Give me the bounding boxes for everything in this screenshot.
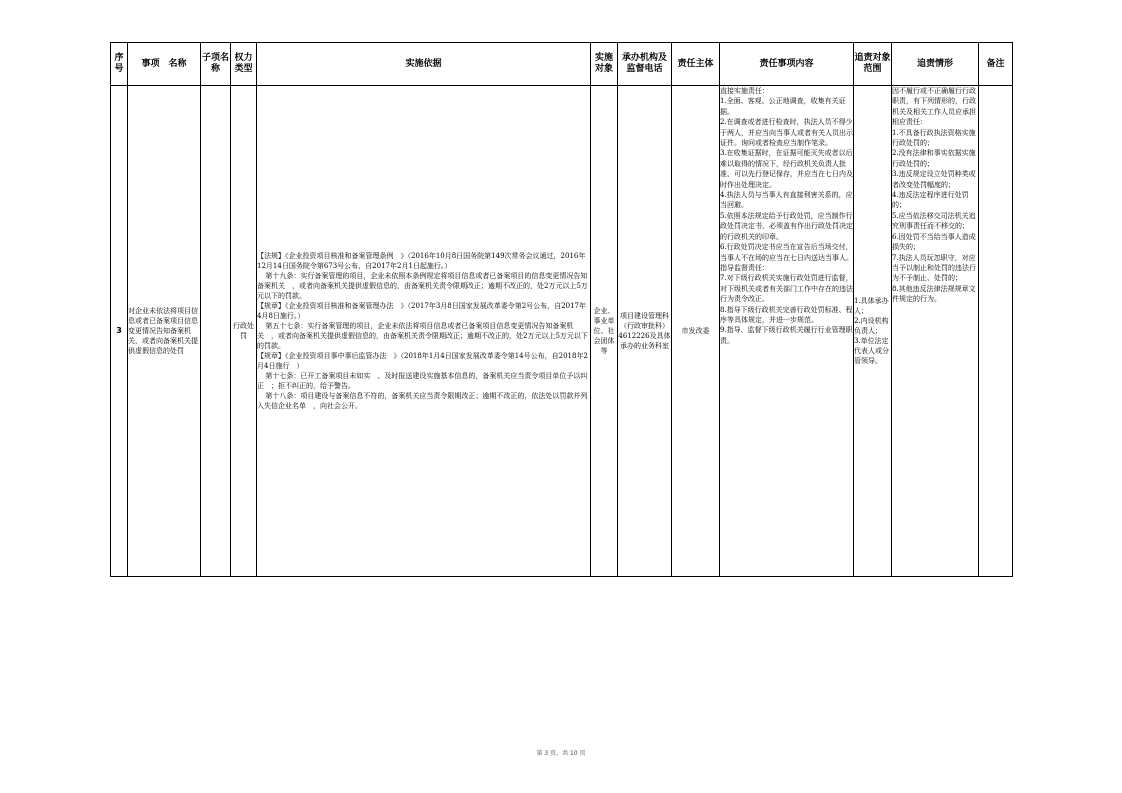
row-scope [854, 86, 892, 577]
header-target: 实施对象 [591, 43, 618, 86]
header-item-name: 事项 名称 [128, 43, 201, 86]
basis-article-19: 第十九条：实行备案管理的项目，企业未依照本条例规定将项目信息或者已备案项目的信息变更情况告知备案机关 ，或者向备案机关提供虚假信息的，由备案机关责令限期改正；逾期不改正的，处2万元以上5万元以下的罚款。 [257, 272, 588, 300]
content-item-2: 2.在调查或者进行检查时，执法人员不得少于两人，并应当向当事人或者有关人员出示证件。询问或者检查应当制作笔录。 [720, 118, 853, 148]
row-remark [979, 86, 1013, 577]
content-direct-heading: 直接实施责任： [720, 87, 769, 95]
table-row [111, 86, 1013, 577]
header-seq: 序号 [111, 43, 128, 86]
content-item-7: 7.对下级行政机关实施行政处罚进行监督，对下级机关或者有关部门工作中存在的违法行为责令改正。 [720, 274, 853, 304]
power-list-table [110, 42, 1013, 577]
header-scope: 追责对象范围 [854, 43, 892, 86]
content-item-4: 4.执法人员与当事人有直接利害关系的，应当回避。 [720, 191, 853, 210]
content-item-5: 5.依照本法规定给予行政处罚，应当制作行政处罚决定书，必须盖有作出行政处罚决定的行政机关的印章。 [720, 211, 853, 241]
situation-item-5: 5.应当依法移交司法机关追究刑事责任而不移交的； [892, 211, 976, 231]
row-basis [257, 86, 591, 577]
scope-item-3: 3.单位法定代表人或分管领导。 [854, 337, 889, 365]
page-footer: 第 3 页，共 10 页 [536, 750, 586, 757]
header-power-type: 权力类型 [231, 43, 257, 86]
header-basis: 实施依据 [257, 43, 591, 86]
situation-item-7: 7.执法人员玩忽职守，对应当予以制止和处罚的违法行为不予制止、处罚的； [892, 253, 976, 283]
scope-item-2: 2.内设机构负责人； [854, 317, 889, 335]
content-item-1: 1.全面、客观、公正地调查，收集有关证据。 [720, 97, 846, 116]
situation-item-8: 8.其他违反法律法规规章文件规定的行为。 [892, 284, 976, 304]
situation-item-4: 4.违反法定程序进行处罚的； [892, 191, 969, 210]
header-situation: 追责情形 [892, 43, 979, 86]
row-content [720, 86, 854, 577]
basis-article-57: 第五十七条：实行备案管理的项目，企业未依法将项目信息或者已备案项目信息变更情况告知备案机关 ，或者向备案机关提供虚假信息的，由备案机关责令限期改正；逾期不改正的，处2万元以上5万元以下的罚款。 [257, 322, 588, 350]
basis-regulation-title: 【法规】《企业投资项目核准和备案管理条例 》（2016年10月8日国务院第149次常务会议通过，2016年12月14日国务院令第673号公布，自2017年2月1日起施行。） [257, 252, 586, 270]
row-item-name: 对企业未依法将项目信息或者已备案项目信息变更情况告知备案机关，或者向备案机关提供虚假信息的处罚 [128, 86, 201, 577]
situation-item-3: 3.违反规定设立处罚种类或者改变处罚幅度的； [892, 170, 976, 189]
situation-intro: 因不履行或不正确履行行政职责，有下列情形的，行政机关及相关工作人员应承担相应责任： [892, 87, 976, 127]
header-remark: 备注 [979, 43, 1013, 86]
row-situation [892, 86, 979, 577]
content-item-8: 8.指导下级行政机关完善行政处罚标准、程序等具体规定，并进一步规范。 [720, 305, 853, 324]
header-subject: 责任主体 [672, 43, 720, 86]
row-power-type: 行政处罚 [231, 86, 257, 577]
situation-item-6: 6.因处罚不当给当事人造成损失的； [892, 232, 976, 252]
header-sub-item: 子项名称 [201, 43, 231, 86]
content-item-9: 9.指导、监督下级行政机关履行行业管理职责。 [720, 326, 853, 345]
basis-rule-title-1: 【规章】《企业投资项目核准和备案管理办法 》（2017年3月8日国家发展改革委令第2号公布，自2017年4月8日施行。） [257, 302, 586, 320]
basis-rule-title-2: 【规章】《企业投资项目事中事后监管办法 》（2018年1月4日国家发展改革委令第14号公布，自2018年2月4日施行 ） [257, 352, 588, 370]
header-content: 责任事项内容 [720, 43, 854, 86]
content-item-3: 3.在收集证据时，在证据可能灭失或者以后难以取得的情况下，经行政机关负责人批准，可以先行登记保存，并应当在七日内及时作出处理决定。 [720, 149, 853, 189]
basis-article-18: 第十八条：项目建设与备案信息不符的，备案机关应当责令限期改正；逾期不改正的，依法处以罚款并列入失信企业名单 ，向社会公开。 [257, 392, 588, 410]
header-row [111, 43, 1013, 86]
row-subject: 市发改委 [672, 86, 720, 577]
header-agency: 承办机构及监督电话 [618, 43, 672, 86]
row-seq: 3 [111, 86, 128, 577]
basis-article-17: 第十七条：已开工备案项目未如实 、及时报送建设实施基本信息的，备案机关应当责令项目单位予以纠正 ；拒不纠正的，给予警告。 [257, 372, 588, 390]
situation-item-2: 2.没有法律和事实依据实施行政处罚的； [892, 149, 976, 168]
content-item-6: 6.行政处罚决定书应当在宣告后当场交付，当事人不在场的应当在七日内送达当事人。 [720, 243, 853, 262]
situation-item-1: 1.不具备行政执法资格实施行政处罚的； [892, 128, 976, 148]
content-supervision-heading: 指导监督责任： [720, 263, 769, 272]
row-agency: 项目建设管理科（行政审批科）4612226及具体承办的业务科室 [618, 86, 672, 577]
row-sub-item [201, 86, 231, 577]
row-target: 企业、事业单位、社会团体等 [591, 86, 618, 577]
scope-item-1: 1.具体承办人； [854, 297, 889, 315]
